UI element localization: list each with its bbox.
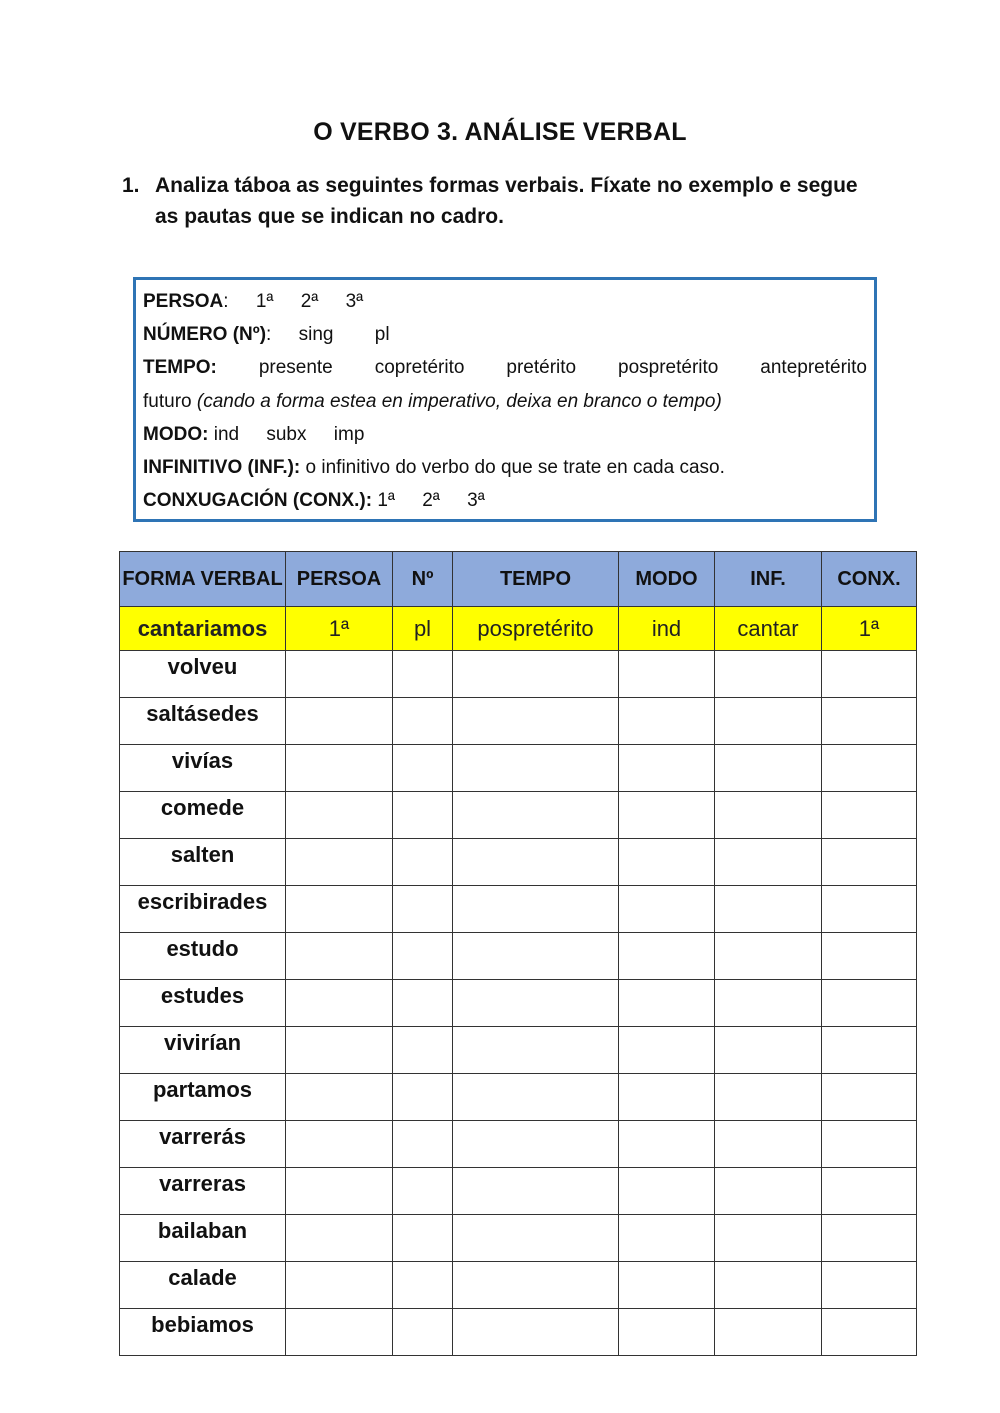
answer-cell-tempo[interactable] (453, 651, 619, 698)
header-conx: CONX. (822, 552, 917, 607)
table-row (120, 1074, 917, 1121)
legend-infinitivo-text: o infinitivo do verbo do que se trate en cada caso. (305, 457, 725, 479)
answer-cell-conx[interactable] (822, 1121, 917, 1168)
example-tempo: pospretérito (453, 607, 619, 651)
table-row (120, 745, 917, 792)
legend-conxugacion-label: CONXUGACIÓN (CONX.): (143, 490, 373, 512)
answer-cell-modo[interactable] (619, 886, 715, 933)
answer-cell-inf[interactable] (715, 651, 822, 698)
table-row (120, 1309, 917, 1356)
answer-cell-inf[interactable] (715, 839, 822, 886)
answer-cell-tempo[interactable] (453, 1027, 619, 1074)
table-row (120, 1262, 917, 1309)
legend-option: pl (374, 324, 390, 346)
answer-cell-modo[interactable] (619, 1168, 715, 1215)
example-numero: pl (393, 607, 453, 651)
header-persoa: PERSOA (286, 552, 393, 607)
answer-cell-conx[interactable] (822, 980, 917, 1027)
answer-cell-numero[interactable] (393, 745, 453, 792)
answer-cell-tempo[interactable] (453, 1168, 619, 1215)
legend-option: pretérito (506, 357, 577, 379)
answer-cell-inf[interactable] (715, 980, 822, 1027)
header-modo: MODO (619, 552, 715, 607)
instruction-number: 1. (122, 174, 140, 197)
legend-numero (143, 318, 867, 351)
legend-tempo-futuro (143, 385, 867, 418)
answer-cell-inf[interactable] (715, 745, 822, 792)
answer-cell-conx[interactable] (822, 1074, 917, 1121)
example-row (120, 607, 917, 651)
verb-form-cell: calade (120, 1262, 286, 1309)
answer-cell-modo[interactable] (619, 839, 715, 886)
answer-cell-persoa[interactable] (286, 1074, 393, 1121)
answer-cell-numero[interactable] (393, 1309, 453, 1356)
example-conx: 1ª (822, 607, 917, 651)
answer-cell-persoa[interactable] (286, 1262, 393, 1309)
answer-cell-modo[interactable] (619, 651, 715, 698)
answer-cell-modo[interactable] (619, 1262, 715, 1309)
answer-cell-tempo[interactable] (453, 1215, 619, 1262)
verb-form-cell: comede (120, 792, 286, 839)
legend-option: imp (333, 423, 365, 445)
answer-cell-inf[interactable] (715, 886, 822, 933)
table-row (120, 792, 917, 839)
header-forma-verbal: FORMA VERBAL (120, 552, 286, 607)
answer-cell-tempo[interactable] (453, 980, 619, 1027)
legend-option: 1ª (255, 291, 274, 312)
answer-cell-tempo[interactable] (453, 886, 619, 933)
legend-option: presente (258, 357, 333, 379)
answer-cell-persoa[interactable] (286, 1168, 393, 1215)
legend-option: copretérito (374, 357, 465, 379)
table-row (120, 980, 917, 1027)
answer-cell-inf[interactable] (715, 1121, 822, 1168)
answer-cell-tempo[interactable] (453, 698, 619, 745)
verb-analysis-table (119, 551, 917, 1356)
legend-box (133, 277, 877, 522)
legend-option: 3ª (467, 490, 485, 512)
legend-option: 2ª (422, 490, 440, 512)
instruction (122, 170, 882, 232)
answer-cell-conx[interactable] (822, 651, 917, 698)
verb-form-cell: salten (120, 839, 286, 886)
answer-cell-inf[interactable] (715, 698, 822, 745)
answer-cell-inf[interactable] (715, 1027, 822, 1074)
answer-cell-modo[interactable] (619, 1027, 715, 1074)
legend-option: sing (298, 324, 334, 346)
table-row (120, 839, 917, 886)
answer-cell-conx[interactable] (822, 1215, 917, 1262)
answer-cell-inf[interactable] (715, 1262, 822, 1309)
answer-cell-persoa[interactable] (286, 839, 393, 886)
answer-cell-conx[interactable] (822, 1262, 917, 1309)
answer-cell-persoa[interactable] (286, 933, 393, 980)
answer-cell-persoa[interactable] (286, 886, 393, 933)
verb-form-cell: partamos (120, 1074, 286, 1121)
answer-cell-numero[interactable] (393, 698, 453, 745)
legend-conxugacion (143, 484, 867, 517)
answer-cell-conx[interactable] (822, 792, 917, 839)
answer-cell-numero[interactable] (393, 651, 453, 698)
table-row (120, 651, 917, 698)
legend-persoa-label: PERSOA (143, 291, 224, 312)
answer-cell-numero[interactable] (393, 792, 453, 839)
table-row (120, 1168, 917, 1215)
legend-option: ind (213, 423, 240, 445)
verb-form-cell: volveu (120, 651, 286, 698)
answer-cell-modo[interactable] (619, 792, 715, 839)
answer-cell-tempo[interactable] (453, 839, 619, 886)
legend-tempo-note: (cando a forma estea en imperativo, deixa en branco o tempo) (196, 390, 722, 412)
answer-cell-numero[interactable] (393, 1168, 453, 1215)
header-inf: INF. (715, 552, 822, 607)
legend-option: antepretérito (760, 357, 867, 379)
answer-cell-persoa[interactable] (286, 1309, 393, 1356)
legend-tempo (143, 351, 867, 384)
answer-cell-numero[interactable] (393, 980, 453, 1027)
answer-cell-persoa[interactable] (286, 1121, 393, 1168)
answer-cell-inf[interactable] (715, 1309, 822, 1356)
header-numero: Nº (393, 552, 453, 607)
answer-cell-persoa[interactable] (286, 745, 393, 792)
answer-cell-conx[interactable] (822, 839, 917, 886)
legend-option: 1ª (377, 490, 395, 512)
answer-cell-numero[interactable] (393, 1074, 453, 1121)
answer-cell-conx[interactable] (822, 745, 917, 792)
answer-cell-tempo[interactable] (453, 745, 619, 792)
answer-cell-inf[interactable] (715, 933, 822, 980)
verb-form-cell: bebiamos (120, 1309, 286, 1356)
legend-option: futuro (143, 390, 192, 412)
answer-cell-numero[interactable] (393, 1215, 453, 1262)
table-row (120, 886, 917, 933)
answer-cell-modo[interactable] (619, 933, 715, 980)
answer-cell-numero[interactable] (393, 1262, 453, 1309)
verb-form-cell: vivías (120, 745, 286, 792)
verb-form-cell: escribirades (120, 886, 286, 933)
answer-cell-persoa[interactable] (286, 651, 393, 698)
answer-cell-tempo[interactable] (453, 1309, 619, 1356)
answer-cell-tempo[interactable] (453, 792, 619, 839)
answer-cell-inf[interactable] (715, 1168, 822, 1215)
answer-cell-modo[interactable] (619, 1074, 715, 1121)
example-modo: ind (619, 607, 715, 651)
page-title: O VERBO 3. ANÁLISE VERBAL (313, 118, 687, 146)
legend-persoa (143, 285, 867, 318)
legend-tempo-label: TEMPO: (143, 357, 217, 379)
answer-cell-conx[interactable] (822, 698, 917, 745)
verb-form-cell: saltásedes (120, 698, 286, 745)
answer-cell-conx[interactable] (822, 1168, 917, 1215)
answer-cell-conx[interactable] (822, 1027, 917, 1074)
answer-cell-tempo[interactable] (453, 1262, 619, 1309)
answer-cell-persoa[interactable] (286, 980, 393, 1027)
answer-cell-modo[interactable] (619, 980, 715, 1027)
answer-cell-modo[interactable] (619, 698, 715, 745)
answer-cell-numero[interactable] (393, 933, 453, 980)
answer-cell-conx[interactable] (822, 1309, 917, 1356)
legend-option: 2ª (300, 291, 319, 312)
answer-cell-inf[interactable] (715, 792, 822, 839)
example-inf: cantar (715, 607, 822, 651)
legend-modo (143, 418, 867, 451)
table-row (120, 1215, 917, 1262)
table-row (120, 933, 917, 980)
answer-cell-conx[interactable] (822, 933, 917, 980)
legend-numero-colon: : (266, 324, 272, 346)
answer-cell-persoa[interactable] (286, 1027, 393, 1074)
legend-infinitivo (143, 451, 867, 484)
legend-option: subx (266, 423, 307, 445)
answer-cell-numero[interactable] (393, 886, 453, 933)
legend-infinitivo-label: INFINITIVO (INF.): (143, 457, 301, 479)
verb-form-cell: varreras (120, 1168, 286, 1215)
table-header-row (120, 552, 917, 607)
example-form: cantariamos (120, 607, 286, 651)
verb-form-cell: estudo (120, 933, 286, 980)
verb-form-cell: bailaban (120, 1215, 286, 1262)
answer-cell-persoa[interactable] (286, 1215, 393, 1262)
answer-cell-inf[interactable] (715, 1215, 822, 1262)
legend-numero-label: NÚMERO (Nº) (143, 324, 267, 346)
example-persoa: 1ª (286, 607, 393, 651)
answer-cell-numero[interactable] (393, 1121, 453, 1168)
legend-option: pospretérito (618, 357, 719, 379)
verb-form-cell: varrerás (120, 1121, 286, 1168)
answer-cell-persoa[interactable] (286, 792, 393, 839)
answer-cell-persoa[interactable] (286, 698, 393, 745)
header-tempo: TEMPO (453, 552, 619, 607)
answer-cell-modo[interactable] (619, 1121, 715, 1168)
answer-cell-inf[interactable] (715, 1074, 822, 1121)
verb-form-cell: vivirían (120, 1027, 286, 1074)
answer-cell-tempo[interactable] (453, 1121, 619, 1168)
legend-persoa-colon: : (223, 291, 229, 312)
answer-cell-modo[interactable] (619, 1309, 715, 1356)
answer-cell-modo[interactable] (619, 1215, 715, 1262)
legend-option: 3ª (345, 291, 364, 312)
table-row (120, 698, 917, 745)
answer-cell-numero[interactable] (393, 1027, 453, 1074)
table-row (120, 1121, 917, 1168)
table-row (120, 1027, 917, 1074)
legend-modo-label: MODO: (143, 423, 209, 445)
answer-cell-tempo[interactable] (453, 1074, 619, 1121)
answer-cell-conx[interactable] (822, 886, 917, 933)
instruction-text: Analiza táboa as seguintes formas verbais. Fíxate no exemplo e segue as pautas que se indican no cadro. (155, 174, 858, 228)
answer-cell-tempo[interactable] (453, 933, 619, 980)
verb-form-cell: estudes (120, 980, 286, 1027)
answer-cell-numero[interactable] (393, 839, 453, 886)
answer-cell-modo[interactable] (619, 745, 715, 792)
